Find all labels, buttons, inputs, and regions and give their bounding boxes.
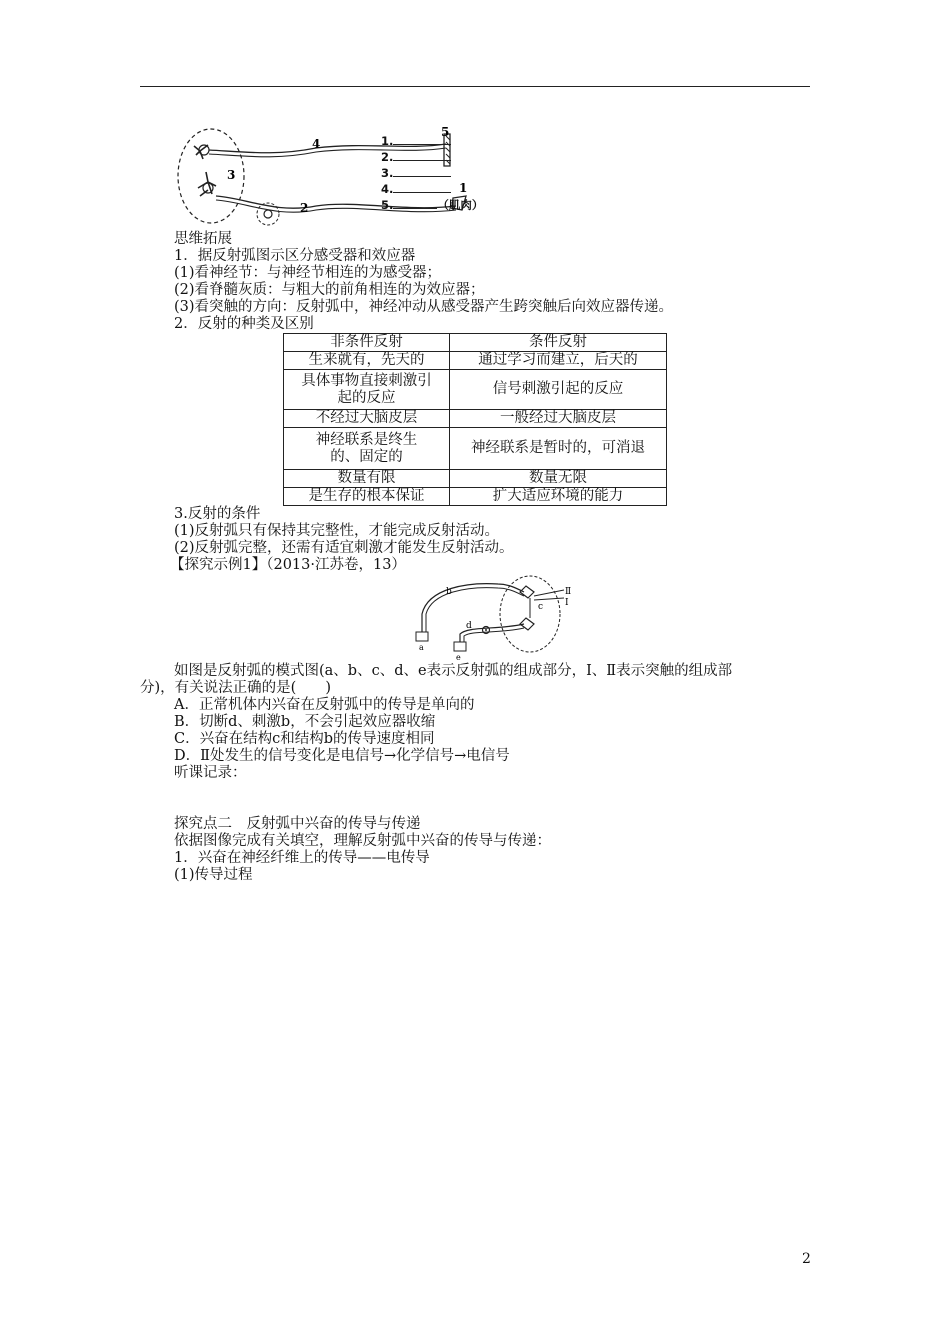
table-cell: 数量无限 (450, 470, 667, 488)
table-cell: 一般经过大脑皮层 (450, 410, 667, 428)
reflex-comparison-table (283, 333, 667, 506)
fig2-label-c: c (538, 602, 544, 612)
table-row (284, 370, 667, 410)
section1-item1-3: (3)看突触的方向：反射弧中，神经冲动从感受器产生跨突触后向效应器传递。 (174, 299, 674, 315)
table-cell: 不经过大脑皮层 (284, 410, 450, 428)
table-cell: 具体事物直接刺激引起的反应 (284, 370, 450, 410)
option-a: A．正常机体内兴奋在反射弧中的传导是单向的 (174, 697, 475, 713)
option-b: B．切断d、刺激b，不会引起效应器收缩 (174, 714, 436, 730)
section3-item1: (1)反射弧只有保持其完整性，才能完成反射活动。 (174, 523, 500, 539)
page-number: 2 (802, 1251, 811, 1267)
table-row (284, 352, 667, 370)
section-two-intro: 依据图像完成有关填空，理解反射弧中兴奋的传导与传递： (174, 833, 551, 849)
example-reflex-figure (408, 574, 578, 662)
table-cell: 数量有限 (284, 470, 450, 488)
section-two-heading: 探究点二 反射弧中兴奋的传导与传递 (174, 816, 421, 832)
figure1-label-3: 3 (227, 168, 236, 182)
figure1-label-5: 5 (441, 126, 450, 139)
fig2-label-b: b (446, 587, 452, 597)
figure1-label-2: 2 (300, 201, 309, 215)
notes-label: 听课记录： (174, 765, 247, 781)
fig2-label-d: d (466, 621, 472, 631)
table-header: 条件反射 (450, 334, 667, 352)
table-cell: 信号刺激引起的反应 (450, 370, 667, 410)
table-row (284, 428, 667, 470)
efferent-fiber-b (422, 584, 524, 632)
figure1-blank-list (381, 133, 483, 213)
table-cell: 生来就有，先天的 (284, 352, 450, 370)
section1-item2: 2．反射的种类及区别 (174, 316, 314, 332)
figure1-label-1: 1 (459, 181, 468, 195)
section-two-item1-1: (1)传导过程 (174, 867, 253, 883)
blank-3: 3. (381, 165, 483, 181)
effector-a (416, 632, 428, 641)
blank-5: 5. （肌肉） (381, 198, 484, 212)
synapse-pointers (534, 590, 564, 600)
section1-heading: 思维拓展 (174, 231, 232, 247)
section1-item1: 1．据反射弧图示区分感受器和效应器 (174, 248, 416, 264)
table-cell: 是生存的根本保证 (284, 488, 450, 506)
table-row (284, 488, 667, 506)
header-rule (140, 86, 810, 87)
option-d: D．Ⅱ处发生的信号变化是电信号→化学信号→电信号 (174, 748, 510, 764)
table-cell: 神经联系是终生的、固定的 (284, 428, 450, 470)
section3-heading: 3.反射的条件 (174, 506, 261, 522)
fig2-label-e: e (456, 653, 461, 662)
table-header: 非条件反射 (284, 334, 450, 352)
table-row (284, 470, 667, 488)
blank-1: 1. (381, 133, 483, 149)
section3-item2: (2)反射弧完整，还需有适宜刺激才能发生反射活动。 (174, 540, 514, 556)
table-cell: 神经联系是暂时的，可消退 (450, 428, 667, 470)
neuron-upper (194, 145, 208, 159)
table-cell: 扩大适应环境的能力 (450, 488, 667, 506)
fig2-label-a: a (419, 643, 424, 652)
neuron-upper (520, 586, 534, 598)
fig2-label-I: Ⅰ (565, 598, 569, 608)
blank-2: 2. (381, 149, 483, 165)
question-line1: 如图是反射弧的模式图(a、b、c、d、e表示反射弧的组成部分，Ⅰ、Ⅱ表示突触的组成部 (174, 663, 733, 679)
receptor-e (454, 642, 466, 651)
table-cell: 通过学习而建立，后天的 (450, 352, 667, 370)
section-two-item1: 1．兴奋在神经纤维上的传导——电传导 (174, 850, 430, 866)
example-title: 【探究示例1】（2013·江苏卷，13） (170, 557, 406, 573)
figure1-label-4: 4 (312, 137, 321, 151)
question-line2: 分)，有关说法正确的是( ) (140, 680, 331, 696)
option-c: C．兴奋在结构c和结构b的传导速度相同 (174, 731, 435, 747)
table-header-row (284, 334, 667, 352)
table-row (284, 410, 667, 428)
fig2-label-II: Ⅱ (565, 587, 572, 597)
section1-item1-1: (1)看神经节：与神经节相连的为感受器； (174, 265, 442, 281)
blank-4: 4. (381, 181, 483, 197)
section1-item1-2: (2)看脊髓灰质：与粗大的前角相连的为效应器； (174, 282, 485, 298)
